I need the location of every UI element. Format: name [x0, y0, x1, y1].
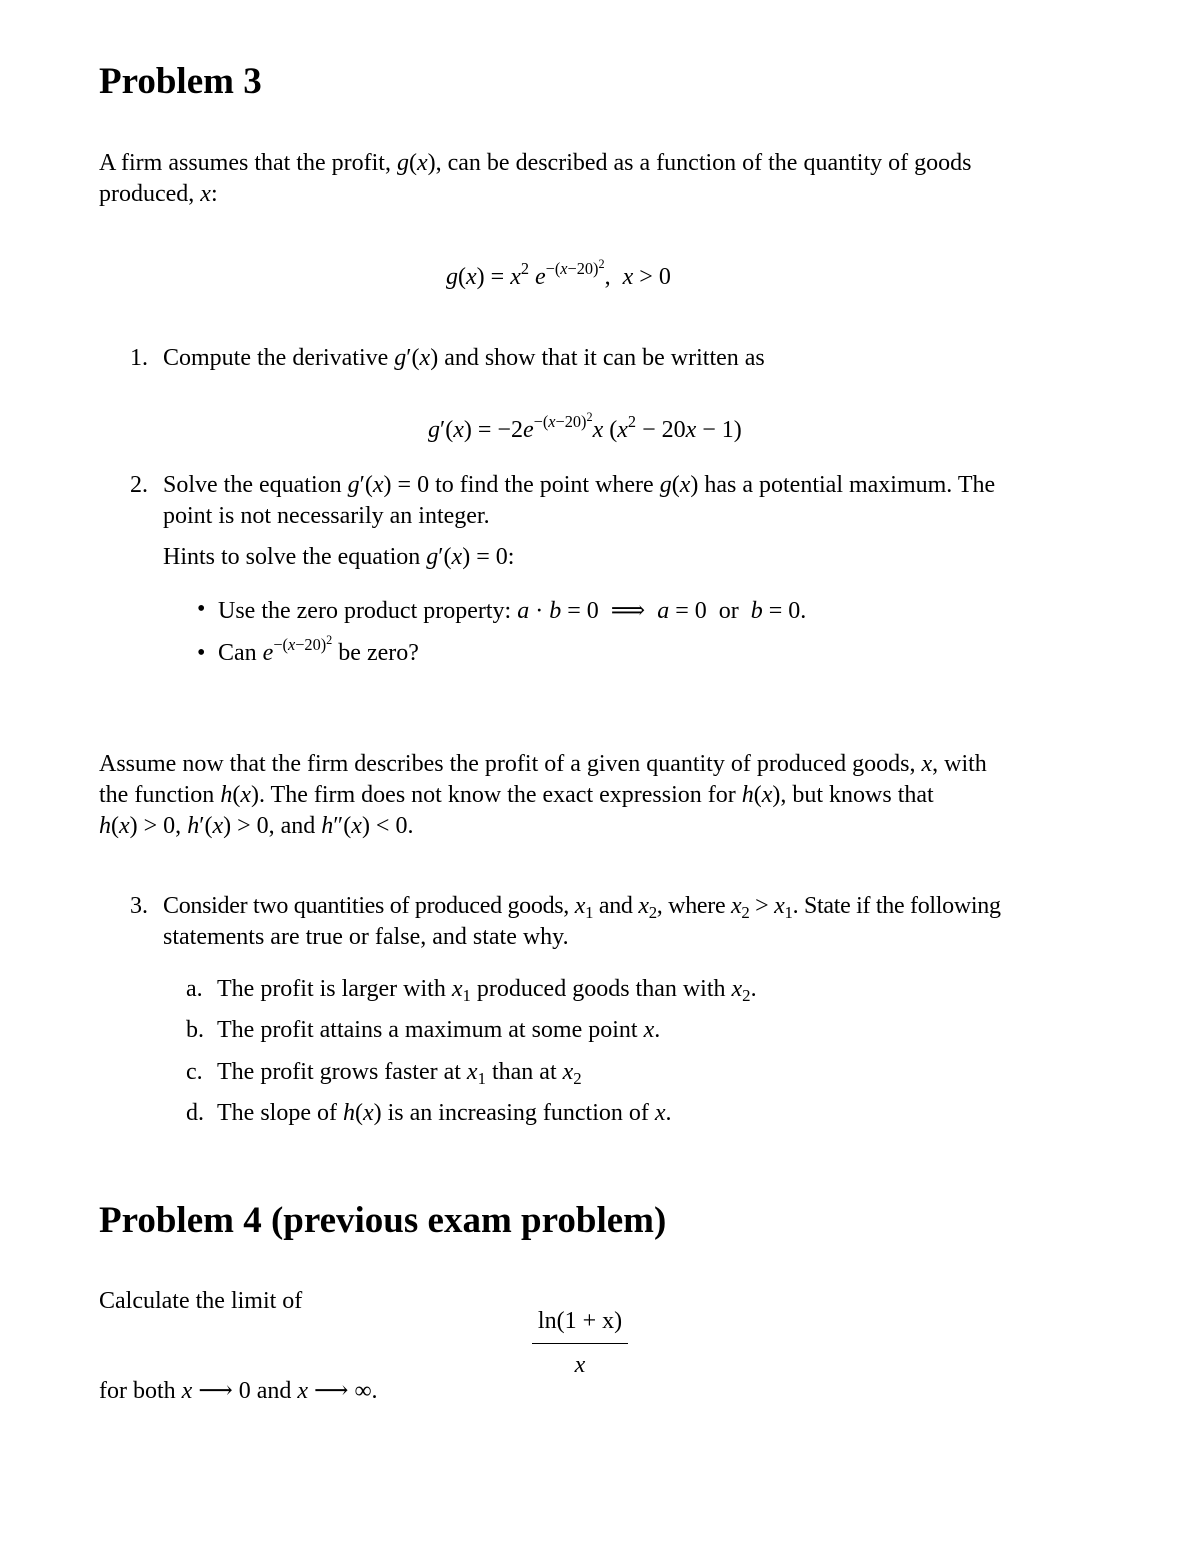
problem-4-title: Problem 4 (previous exam problem) — [99, 1200, 667, 1241]
sub-b-label: b. — [186, 1017, 204, 1043]
item-2-line-1: Solve the equation g′(x) = 0 to find the point where g(x) has a potential maximum. The — [163, 472, 996, 498]
sub-d: The slope of h(x) is an increasing function of x. — [217, 1100, 672, 1126]
item-3-line-1: Consider two quantities of produced goods, $x_1$ and $x_2$, where $x_2 > x_1$. State if the following — [163, 893, 1001, 923]
sub-d-label: d. — [186, 1100, 204, 1126]
fraction-numerator: ln(1 + x) — [537, 1308, 623, 1334]
sub-b: The profit attains a maximum at some point x. — [217, 1017, 661, 1043]
bullet-1: Use the zero product property: a · b = 0 ⟹ a = 0 or b = 0. — [218, 598, 807, 624]
fraction-bar — [532, 1343, 628, 1344]
bullet-2-mark: • — [197, 640, 206, 666]
sub-c: The profit grows faster at $x_1$ than at $x_2$ — [217, 1059, 582, 1089]
equation-g-prime: $g'(x) = -2e^{-(x-20)^2}x$ $(x^2 - 20x - 1)$ — [428, 410, 742, 443]
intro-line-2: produced, x: — [99, 181, 218, 207]
sub-c-label: c. — [186, 1059, 203, 1085]
item-1-text: Compute the derivative g′(x) and show that it can be written as — [163, 345, 765, 371]
assume-line-1: Assume now that the firm describes the profit of a given quantity of produced goods, x, with — [99, 751, 987, 777]
assume-line-3: h(x) > 0, h′(x) > 0, and h″(x) < 0. — [99, 813, 414, 839]
sub-a-label: a. — [186, 976, 203, 1002]
assume-line-2: the function h(x). The firm does not know the exact expression for h(x), but knows that — [99, 782, 934, 808]
fraction-denominator: x — [574, 1352, 586, 1378]
both-limits-text: for both x ⟶ 0 and x ⟶ ∞. — [99, 1378, 378, 1404]
hints-line: Hints to solve the equation g′(x) = 0: — [163, 544, 515, 570]
item-3-number: 3. — [130, 893, 148, 919]
item-2-number: 2. — [130, 472, 148, 498]
intro-line-1: A firm assumes that the profit, g(x), can be described as a function of the quantity of goods — [99, 150, 972, 176]
problem-3-title: Problem 3 — [99, 61, 262, 102]
fraction — [532, 1308, 628, 1379]
equation-g: $g(x) = x^2$ $e^{-(x-20)^2}$, x > 0 — [446, 257, 671, 290]
item-2-line-2: point is not necessarily an integer. — [163, 503, 490, 529]
calc-limit-text: Calculate the limit of — [99, 1288, 303, 1314]
bullet-1-mark: • — [197, 596, 206, 622]
item-1-number: 1. — [130, 345, 148, 371]
bullet-2: Can $e^{-(x-20)^2}$ be zero? — [218, 633, 419, 666]
item-3-line-2: statements are true or false, and state why. — [163, 924, 569, 950]
sub-a: The profit is larger with $x_1$ produced goods than with $x_2$. — [217, 976, 757, 1006]
